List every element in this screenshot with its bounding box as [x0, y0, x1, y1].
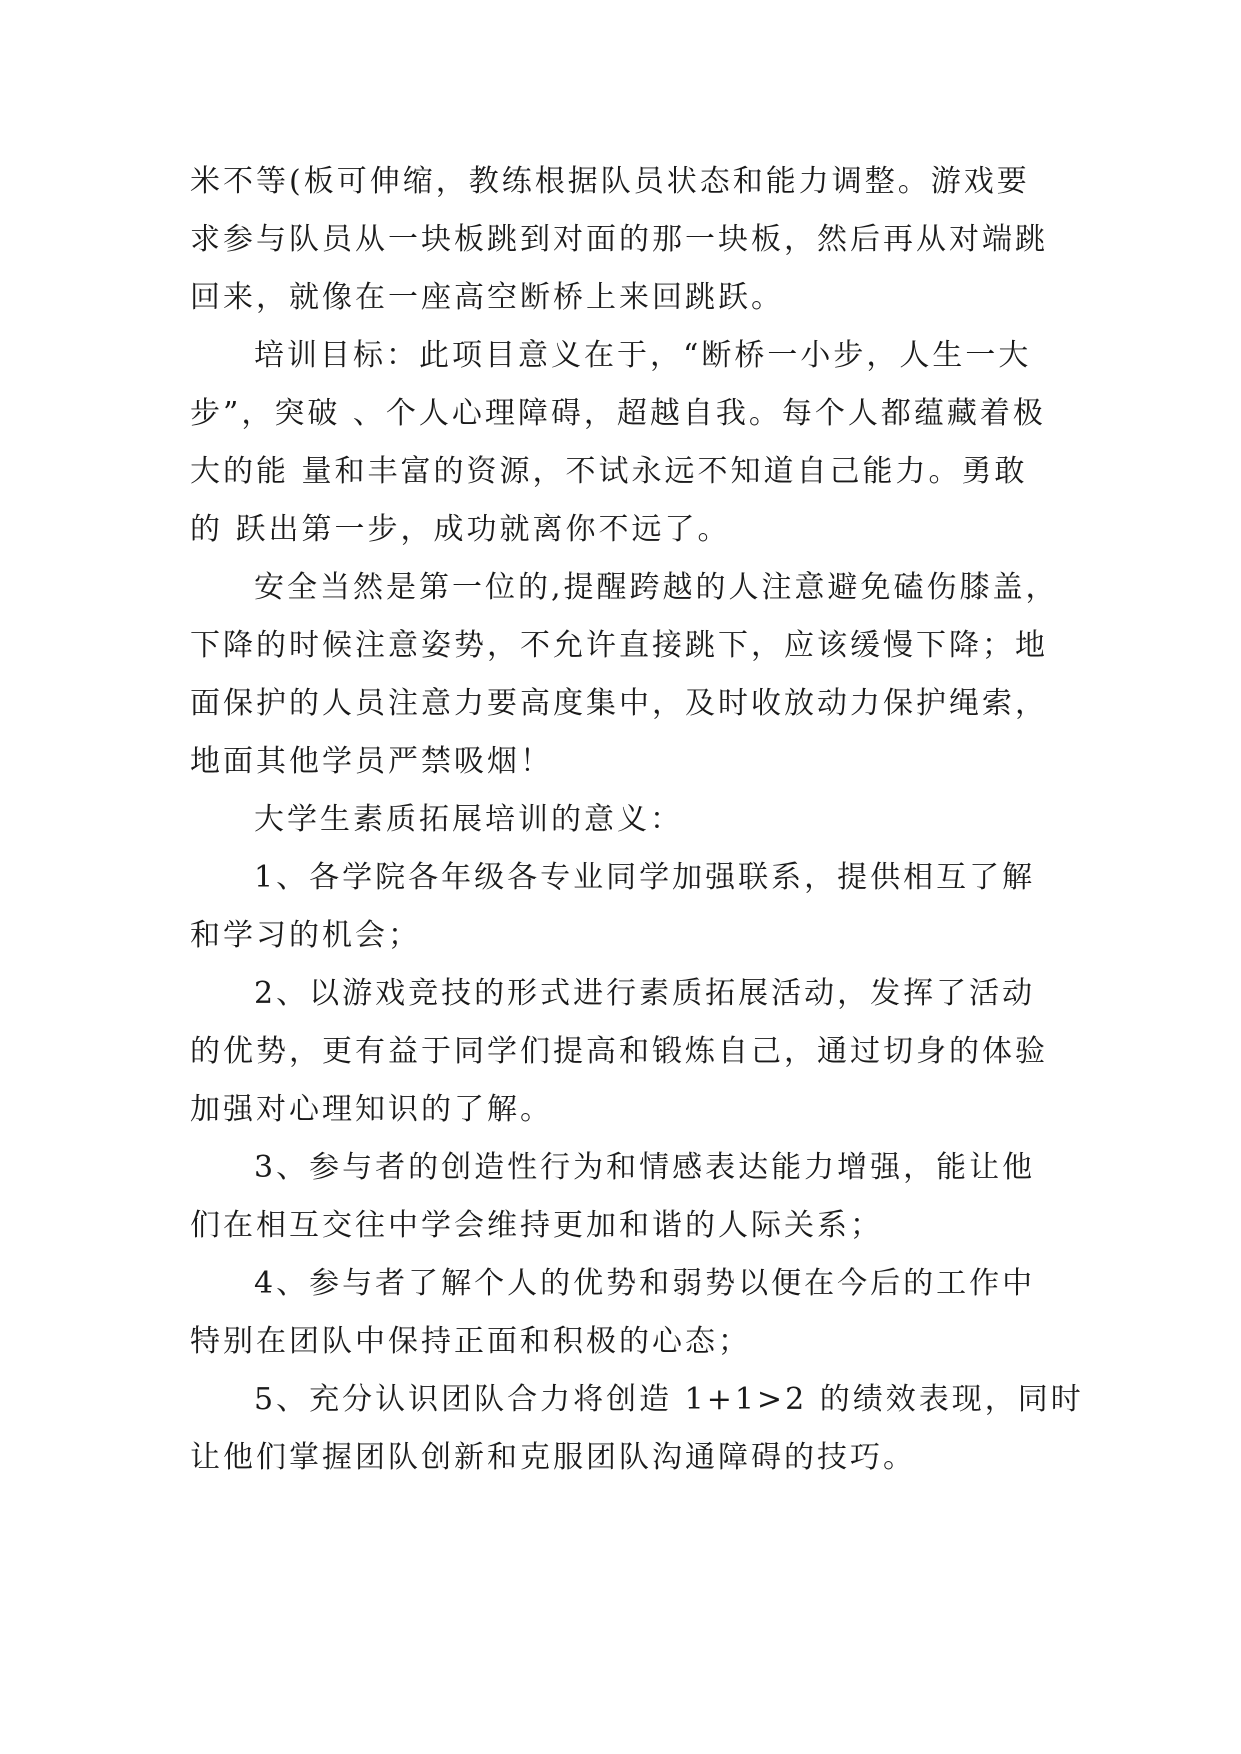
- list-item-first-line: 2、以游戏竞技的形式进行素质拓展活动，发挥了活动: [254, 976, 1036, 1011]
- text-line: 地面其他学员严禁吸烟！: [190, 744, 553, 779]
- text-line: 们在相互交往中学会维持更加和谐的人际关系；: [190, 1208, 883, 1243]
- list-item-first-line: 3、参与者的创造性行为和情感表达能力增强，能让他: [254, 1150, 1036, 1185]
- text-line: 回来，就像在一座高空断桥上来回跳跃。: [190, 280, 784, 315]
- list-item-first-line: 4、参与者了解个人的优势和弱势以便在今后的工作中: [254, 1266, 1036, 1301]
- list-item-first-line: 5、充分认识团队合力将创造 1+1>2 的绩效表现，同时: [254, 1382, 1084, 1417]
- text-line: 让他们掌握团队创新和克服团队沟通障碍的技巧。: [190, 1440, 916, 1475]
- list-item-first-line: 1、各学院各年级各专业同学加强联系，提供相互了解: [254, 860, 1036, 895]
- text-line: 大的能 量和丰富的资源，不试永远不知道自己能力。勇敢: [190, 454, 1028, 489]
- text-line: 下降的时候注意姿势，不允许直接跳下，应该缓慢下降；地: [190, 628, 1048, 663]
- text-line: 面保护的人员注意力要高度集中，及时收放动力保护绳索，: [190, 686, 1048, 721]
- text-line: 步”，突破 、个人心理障碍，超越自我。每个人都蕴藏着极: [190, 396, 1046, 431]
- text-line: 的 跃出第一步，成功就离你不远了。: [190, 512, 731, 547]
- paragraph-first-line: 培训目标：此项目意义在于，“断桥一小步，人生一大: [254, 338, 1032, 373]
- text-line: 的优势，更有益于同学们提高和锻炼自己，通过切身的体验: [190, 1034, 1048, 1069]
- text-line: 求参与队员从一块板跳到对面的那一块板，然后再从对端跳: [190, 222, 1048, 257]
- text-line: 加强对心理知识的了解。: [190, 1092, 553, 1127]
- text-line: 米不等(板可伸缩，教练根据队员状态和能力调整。游戏要: [190, 164, 1030, 199]
- document-body: [190, 153, 1084, 1487]
- text-line: 和学习的机会；: [190, 918, 421, 953]
- paragraph-first-line: 安全当然是第一位的,提醒跨越的人注意避免磕伤膝盖，: [254, 570, 1059, 605]
- text-line: 特别在团队中保持正面和积极的心态；: [190, 1324, 751, 1359]
- section-heading: 大学生素质拓展培训的意义：: [254, 802, 683, 837]
